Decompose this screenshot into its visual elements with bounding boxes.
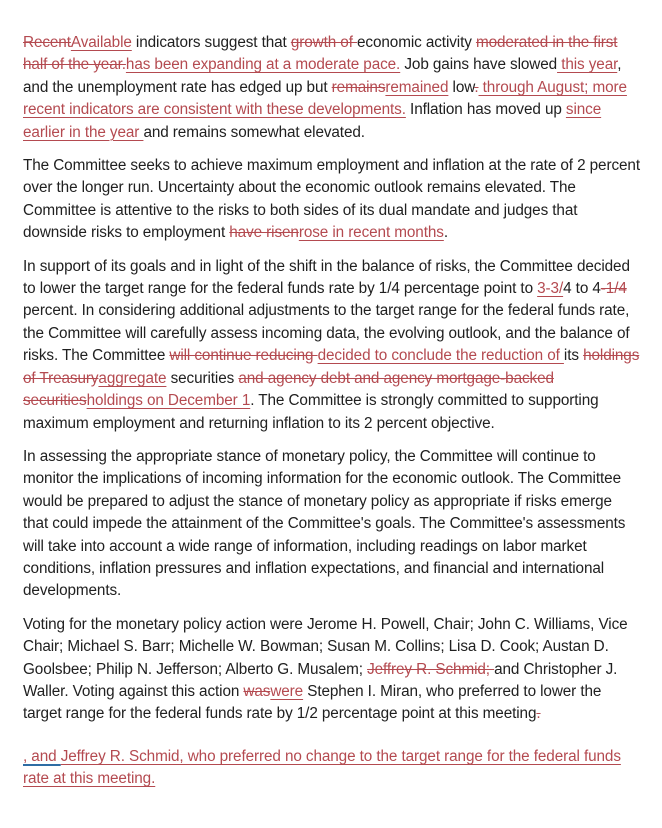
deleted-text-segment: will continue reducing bbox=[169, 347, 318, 365]
deleted-text-segment: and agency debt and agency mortgage-backed securities bbox=[23, 369, 554, 410]
text-segment: The Committee seeks to achieve maximum employment and inflation at the rate of 2 percent over the longer run. Uncertainty about the economic outlook remains elevated. The Committee is attentive to the risks to both sides of its dual mandate and judges that downside risks to employment bbox=[23, 157, 640, 242]
inserted-text-segment: since earlier in the year bbox=[23, 101, 602, 141]
text-segment: percent. In considering additional adjustments to the target range for the federal funds rate, the Committee will carefully assess incoming data, the evolving outlook, and the balance of risks. The Committee bbox=[23, 302, 630, 365]
text-segment: 4 to 4 bbox=[563, 280, 601, 298]
text-segment: . bbox=[443, 224, 448, 242]
text-segment: its bbox=[563, 347, 584, 365]
paragraph bbox=[23, 446, 641, 603]
text-segment: securities bbox=[166, 369, 239, 387]
inserted-text-segment: decided to conclude the reduction of bbox=[317, 347, 564, 365]
inserted-text-segment: has been expanding at a moderate pace. bbox=[125, 56, 401, 74]
paragraph bbox=[23, 614, 641, 726]
paragraph bbox=[23, 32, 641, 144]
text-segment: and Christopher J. Waller. Voting against this action bbox=[23, 660, 618, 700]
paragraph bbox=[23, 155, 641, 245]
inserted-text-segment: through August; more recent indicators are consistent with these developments. bbox=[23, 78, 627, 119]
deleted-text-segment: -1/4 bbox=[600, 280, 627, 298]
inserted-text-segment-blue-underline: , and bbox=[23, 747, 61, 765]
document-body bbox=[23, 32, 641, 791]
inserted-text-segment: Available bbox=[70, 34, 132, 51]
paragraph bbox=[23, 256, 641, 435]
inserted-text-segment: holdings on December 1 bbox=[86, 392, 251, 410]
text-segment: In assessing the appropriate stance of monetary policy, the Committee will continue to monitor the implications of incoming information for the economic outlook. The Committee would be prepared to adjust the stance of monetary policy as appropriate if risks emerge that could impede the attainment of the Committee's goals. The Committee's assessments will take into account a wide range of information, including readings on labor market conditions, inflation pressures and inflation expectations, and financial and international developments. bbox=[23, 447, 626, 600]
deleted-text-segment: have risen bbox=[229, 224, 299, 242]
text-segment: indicators suggest that bbox=[131, 34, 291, 51]
text-segment: , and the unemployment rate has edged up but bbox=[23, 56, 622, 96]
deleted-text-segment: moderated in the first half of the year. bbox=[23, 34, 618, 74]
deleted-text-segment: holdings of Treasury bbox=[23, 347, 640, 387]
deleted-text-segment: . bbox=[536, 705, 541, 723]
deleted-text-segment: growth of bbox=[290, 34, 358, 51]
inserted-text-segment: this year bbox=[557, 56, 618, 74]
paragraph bbox=[23, 746, 641, 791]
deleted-text-segment: . bbox=[474, 78, 479, 96]
text-segment: Inflation has moved up bbox=[405, 101, 566, 119]
inserted-text-segment: were bbox=[270, 682, 304, 700]
inserted-text-segment: aggregate bbox=[98, 369, 167, 387]
text-segment: Job gains have slowed bbox=[400, 56, 558, 74]
text-segment: Voting for the monetary policy action were Jerome H. Powell, Chair; John C. Williams, Vice Chair; Michael S. Barr; Michelle W. Bowman; Susan M. Collins; Lisa D. Cook; Austan D. Goolsbee; Philip N. Jefferson; Alberto G. Musalem; bbox=[23, 615, 628, 678]
deleted-text-segment: Recent bbox=[23, 34, 71, 51]
text-segment: Stephen I. Miran, who preferred to lower the target range for the federal funds rate by 1/2 percentage point at this meeting bbox=[23, 682, 602, 723]
text-segment: and remains somewhat elevated. bbox=[143, 123, 365, 141]
text-segment: In support of its goals and in light of the shift in the balance of risks, the Committee decided to lower the target range for the federal funds rate by 1/4 percentage point to bbox=[23, 257, 630, 298]
inserted-text-segment: 3-3/ bbox=[537, 280, 564, 298]
text-segment: low bbox=[448, 78, 475, 96]
inserted-text-segment: rose in recent months bbox=[298, 224, 444, 242]
inserted-text-segment: remained bbox=[385, 78, 449, 96]
deleted-text-segment: was bbox=[243, 682, 271, 700]
deleted-text-segment: Jeffrey R. Schmid; bbox=[367, 660, 495, 678]
inserted-text-segment: Jeffrey R. Schmid, who preferred no change to the target range for the federal funds rate at this meeting. bbox=[23, 747, 621, 788]
text-segment: . The Committee is strongly committed to supporting maximum employment and returning inflation to its 2 percent objective. bbox=[23, 392, 599, 432]
deleted-text-segment: remains bbox=[331, 78, 386, 96]
text-segment: economic activity bbox=[357, 34, 476, 51]
